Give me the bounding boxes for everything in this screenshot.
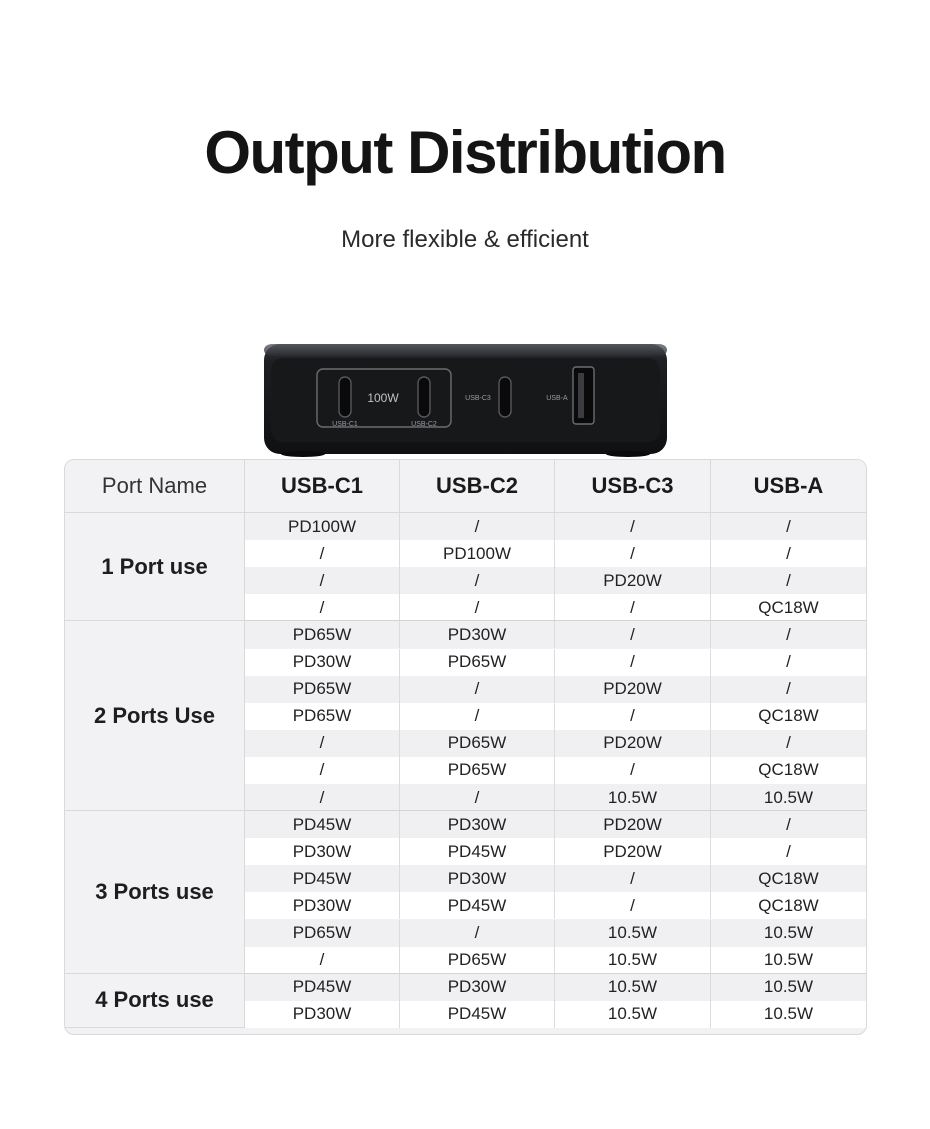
table-cell: / [400,567,555,594]
header-port-name: Port Name [65,460,245,513]
table-cell: / [245,567,400,594]
output-distribution-table [64,459,867,1035]
table-cell: 10.5W [763,1004,814,1024]
table-cell: / [400,920,555,947]
group-label: 2 Ports Use [65,621,245,811]
table-cell: PD65W [245,621,400,648]
page-title: Output Distribution [204,119,726,186]
table-cell: PD30W [400,811,555,838]
device-port-label-c3: USB-C3 [465,395,491,402]
table-cell: PD45W [400,892,555,919]
table-cell: / [555,703,711,730]
table-cell: 10.5W [555,920,711,947]
group-label: 3 Ports use [65,811,245,974]
table-cell: / [555,757,711,784]
table-cell: PD30W [245,838,400,865]
table-cell: PD65W [400,757,555,784]
table-cell: / [555,594,711,621]
table-cell: / [555,649,711,676]
table-cell: / [400,703,555,730]
table-cell: 10.5W [763,923,814,943]
table-cell: / [555,865,711,892]
table-cell: QC18W [758,868,819,888]
header-usb-c1: USB-C1 [245,460,400,513]
table-cell: PD30W [400,621,555,648]
table-cell: 10.5W [555,784,711,811]
table-cell: / [245,594,400,621]
table-cell: / [555,892,711,919]
table-cell: / [786,570,791,590]
table-cell: PD30W [245,892,400,919]
table-cell: / [555,513,711,540]
table-cell: 10.5W [763,787,814,807]
table-cell: PD65W [400,730,555,757]
header-usb-c3: USB-C3 [555,460,711,513]
table-cell: / [786,543,791,563]
table-cell: PD45W [245,865,400,892]
device-port-label-a: USB-A [546,395,568,402]
table-cell: / [245,947,400,974]
table-cell: QC18W [758,597,819,617]
table-cell: 10.5W [555,974,711,1001]
table-cell: / [786,841,791,861]
table-cell: PD20W [555,676,711,703]
table-cell: QC18W [758,760,819,780]
header-usb-a: USB-A [711,460,866,513]
table-cell: QC18W [758,895,819,915]
table-cell: QC18W [758,706,819,726]
table-cell: PD45W [400,838,555,865]
device-port-label-c2: USB-C2 [411,421,437,428]
table-cell: / [245,730,400,757]
device-port-label-c1: USB-C1 [332,421,358,428]
table-cell: / [786,652,791,672]
table-cell: PD45W [245,974,400,1001]
charger-illustration [263,342,668,457]
table-cell: PD30W [400,865,555,892]
table-cell: / [786,814,791,834]
table-cell: PD65W [400,947,555,974]
table-cell: 10.5W [763,950,814,970]
table-cell: / [400,784,555,811]
table-cell: PD65W [400,649,555,676]
table-cell: / [245,540,400,567]
table-cell: / [400,676,555,703]
table-cell: PD65W [245,676,400,703]
table-cell: 10.5W [763,977,814,997]
table-cell: PD30W [245,649,400,676]
group-label: 4 Ports use [65,974,245,1028]
table-cell: PD20W [555,838,711,865]
header-usb-c2: USB-C2 [400,460,555,513]
table-cell: PD30W [400,974,555,1001]
table-cell: / [786,516,791,536]
table-cell: / [786,679,791,699]
table-cell: PD100W [245,513,400,540]
table-cell: 10.5W [555,947,711,974]
table-cell: PD20W [555,811,711,838]
table-cell: PD20W [555,730,711,757]
page-subtitle: More flexible & efficient [341,226,589,253]
wattage-label: 100W [367,391,399,405]
table-cell: / [786,624,791,644]
table-cell: PD65W [245,920,400,947]
table-cell: / [400,513,555,540]
table-cell: PD45W [400,1001,555,1028]
table-cell: / [245,757,400,784]
table-cell: / [555,540,711,567]
table-cell: / [245,784,400,811]
table-cell: PD65W [245,703,400,730]
charger-device-image [263,342,668,457]
table-cell: / [555,621,711,648]
table-cell: PD30W [245,1001,400,1028]
table-cell: / [786,733,791,753]
table-cell: PD20W [555,567,711,594]
table-cell: / [400,594,555,621]
table-cell: PD100W [400,540,555,567]
group-label: 1 Port use [65,513,245,621]
table-cell: 10.5W [555,1001,711,1028]
table-cell: PD45W [245,811,400,838]
